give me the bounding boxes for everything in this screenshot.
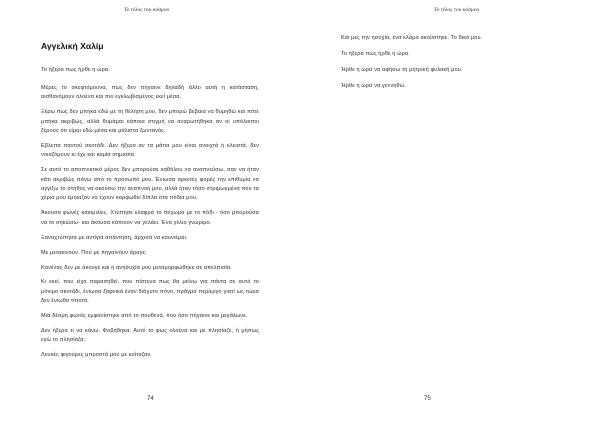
paragraph: Ήρθε η ώρα να γεννηθώ.	[341, 83, 406, 89]
paragraph: Μια δέσμη φωτός εμφανίστηκε από το πουθενά, που όσο πήγαινε και μεγάλωνε.	[41, 313, 248, 320]
running-head: Το τέλος του κόσμου	[434, 7, 480, 13]
paragraph: Άκουσα φωνές καιομιλίες. Χτύπησε ελαφρά το τοίχωμα με το πόδι - όσο μπορούσα να το σηκώσω- και άκουσα κάποιον να γελάει. Ένα γέλιο γνώριμο.	[41, 210, 259, 226]
paragraph: Το ήξερα πως ήρθε η ώρα.	[341, 51, 410, 57]
paragraph: Εβλεπα παντού σκοτάδι. Δεν ήξερα αν τα μάτια μου είναι ανοιχτά ή κλειστά, δεν νοιαζόμουν κι έχε και καμία σημασία.	[41, 142, 259, 159]
paragraph: Το ήξερα πως ήρθε η ώρα.	[41, 67, 110, 73]
paragraph: Ήρθε η ώρα να αφήσω τη μητρική φυλακή μου.	[341, 67, 463, 73]
page-number: 74	[147, 396, 154, 402]
right-page	[300, 0, 600, 424]
right-page-body	[341, 34, 561, 98]
left-page-body	[41, 66, 259, 366]
paragraph: Σε αυτό το αποπνικτικό μέρος δεν μπορούσε καθόλου να αναπνεύσω, σαν να ήταν κάτι ακριβώς πάνω από το πρόσωπο μου. Ένιωσα αρκετές φορές την επιθυμία να αγγίξω το στήθος να ακούσω την αναπνοή μου, αλλά ήταν τόσο στριμωγμένα που τα χέρια μου έμοιαζαν να έχουν καρφωθεί δίπλα στα πόδια μου.	[41, 167, 259, 202]
paragraph: Ξέρω πως δεν μπήκα εδώ με τη θέληση μου, δεν μπορώ βέβαια να θυμηθώ και πότε μπήκα ακριβώς, αλλά θυμάμαι κάποια στιγμή να αναρωτήθηκα αν οι υπόλοιποι ξέρουν ότι είμαι εδώ μέσα και μάλιστα ζωντανός.	[41, 109, 259, 135]
running-head: Το τέλος του κόσμου	[124, 7, 170, 13]
paragraph: Με μετακινούν. Πού με πηγαίνουν άραγε;	[41, 249, 147, 256]
paragraph: Δεν ήξερα τι να κάνω. Φοβήθηκα. Αυτό το φως ολοένα και με πλησίαζε, ή μήπως εγώ το πλησίαζα;	[41, 328, 259, 344]
paragraph: Ξαναχτύπησα με αντίγια απάντηση, άρχισα να κουνιέμαι.	[41, 234, 188, 241]
chapter-title: Αγγελική Χαλίμ	[41, 41, 104, 51]
paragraph: Λευκές φιγούρες μπροστά μου με κοίταζαν.	[41, 352, 152, 359]
paragraph: Κι εκεί, που είχα παραιτηθεί, που πίστευα πως θα μείνω για πάντα σε αυτό το μόνιμο σκοτάδι, ένιωσα ξαφνικά έναν διάχυτο πόνο, πράγμα περίεργο γιατί ως τώρα δεν ένιωθα τίποτα.	[41, 279, 259, 305]
paragraph: Και μες την ησυχία, ένα κλάμα ακούστηκε. Το δικό μου.	[341, 35, 483, 41]
paragraph: Μέρες το σκεφτόμουνα, πως δεν πήγαινε δηλαδή άλλο αυτή η κατάσταση, αισθανόμουν ολοένα και πιο εγκλωβισμένος εκεί μέσα.	[41, 84, 259, 101]
page-number: 75	[424, 396, 431, 402]
paragraph: Κανένας δεν με άκουγε και η ανησυχία μου μεταμορφώθηκε σε απελπισία.	[41, 264, 232, 271]
